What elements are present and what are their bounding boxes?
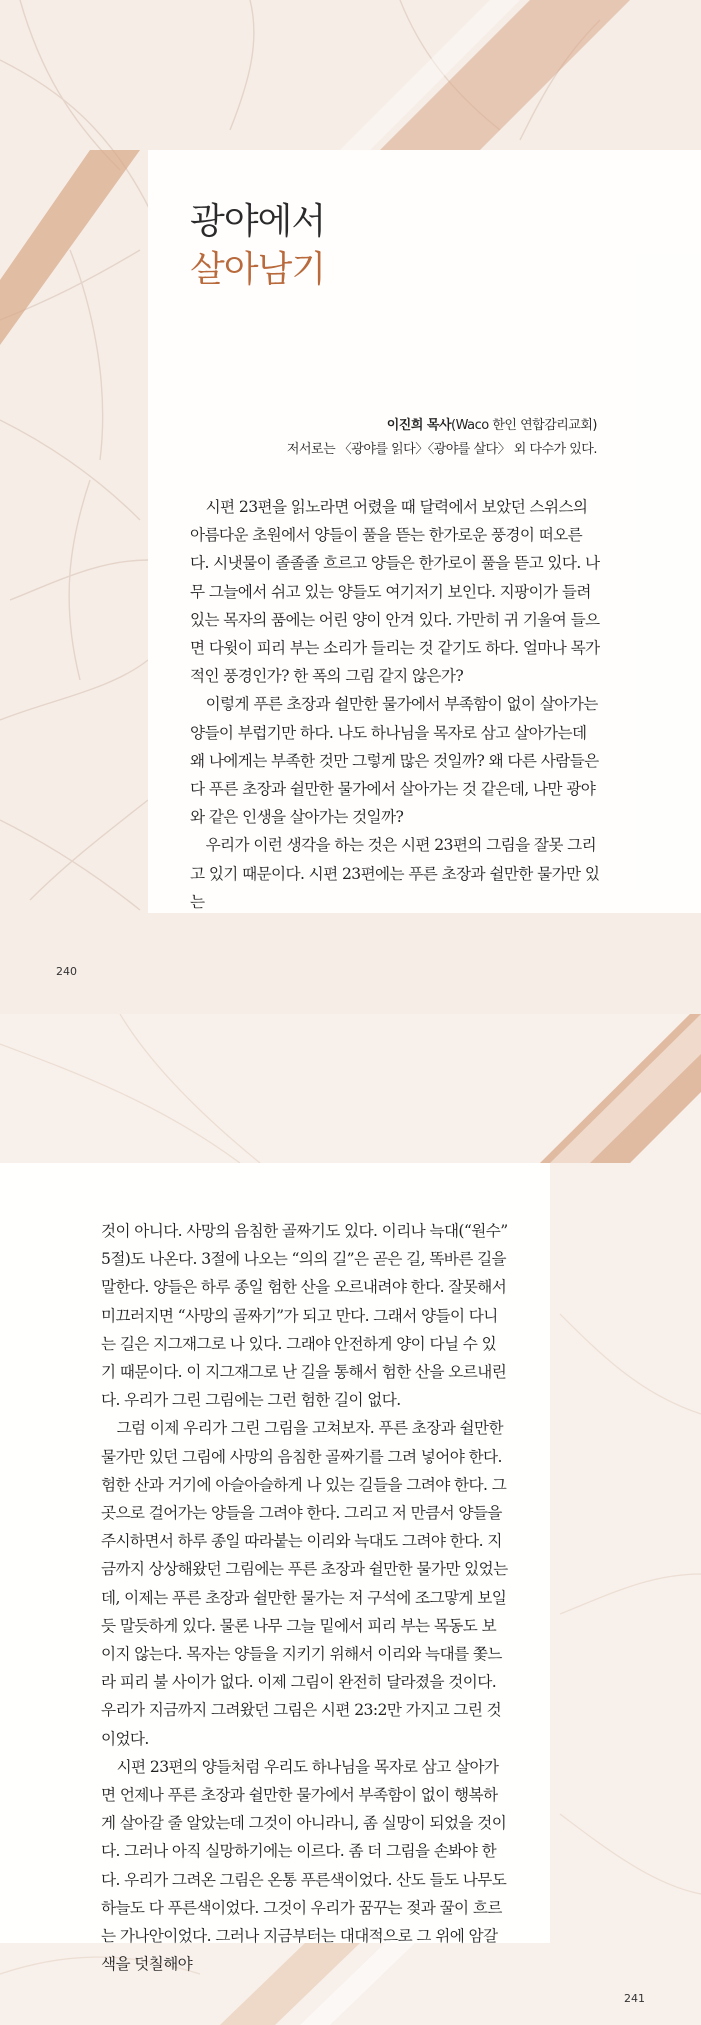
title-line-1: 광야에서: [190, 201, 326, 242]
author-affiliation: (Waco 한인 연합감리교회): [451, 418, 597, 433]
article-body-right: [101, 1217, 509, 1978]
accent-stripe-left: [0, 150, 140, 345]
paragraph: 시편 23편을 읽노라면 어렸을 때 달력에서 보았던 스위스의 아름다운 초원에서 양들이 풀을 뜯는 한가로운 풍경이 떠오른다. 시냇물이 졸졸졸 흐르고 양들은 한가로이 풀을 뜯고 있다. 나무 그늘에서 쉬고 있는 양들도 여기저기 보인다. 지팡이가 들려있는 목자의 품에는 어린 양이 안겨 있다. 가만히 귀 기울여 들으면 다윗이 피리 부는 소리가 들리는 것 같기도 하다. 얼마나 목가적인 풍경인가? 한 폭의 그림 같지 않은가?: [190, 498, 600, 686]
page-number-right: 241: [624, 1992, 645, 2005]
paragraph: 시편 23편의 양들처럼 우리도 하나님을 목자로 삼고 살아가면 언제나 푸른 초장과 쉴만한 물가에서 부족함이 없이 행복하게 살아갈 줄 알았는데 그것이 아니라니, 좀 실망이 되었을 것이다. 그러나 아직 실망하기에는 이르다. 좀 더 그림을 손봐야 한다. 우리가 그려온 그림은 온통 푸른색이었다. 산도 들도 나무도 하늘도 다 푸른색이었다. 그것이 우리가 꿈꾸는 젖과 꿀이 흐르는 가나안이었다. 그러나 지금부터는 대대적으로 그 위에 암갈색을 덧칠해야: [101, 1757, 507, 1974]
accent-stripe-right: [540, 1014, 701, 1163]
paragraph: 우리가 이런 생각을 하는 것은 시편 23편의 그림을 잘못 그리고 있기 때문이다. 시편 23편에는 푸른 초장과 쉴만한 물가만 있는: [190, 836, 600, 911]
article-body-left: [190, 493, 600, 916]
article-title: [190, 198, 325, 294]
author-books: 저서로는 〈광야를 읽다〉〈광야를 살다〉 외 다수가 있다.: [286, 442, 597, 457]
paragraph: 이렇게 푸른 초장과 쉴만한 물가에서 부족함이 없이 살아가는 양들이 부럽기만 하다. 나도 하나님을 목자로 삼고 살아가는데 왜 나에게는 부족한 것만 그렇게 많은 것일까? 왜 다른 사람들은 다 푸른 초장과 쉴만한 물가에서 살아가는 것 같은데, 나만 광야와 같은 인생을 살아가는 것일까?: [190, 695, 599, 827]
author-line: [287, 414, 597, 438]
author-info: [287, 414, 597, 462]
paragraph: 그럼 이제 우리가 그린 그림을 고쳐보자. 푸른 초장과 쉴만한 물가만 있던 그림에 사망의 음침한 골짜기를 그려 넣어야 한다. 험한 산과 거기에 아슬아슬하게 나 있는 길들을 그려야 한다. 그곳으로 걸어가는 양들을 그려야 한다. 그리고 저 만큼서 양들을 주시하면서 하루 종일 따라붙는 이리와 늑대도 그려야 한다. 지금까지 상상해왔던 그림에는 푸른 초장과 쉴만한 물가만 있었는데, 이제는 푸른 초장과 쉴만한 물가는 저 구석에 조그맣게 보일듯 말듯하게 있다. 물론 나무 그늘 밑에서 피리 부는 목동도 보이지 않는다. 목자는 양들을 지키기 위해서 이리와 늑대를 쫓느라 피리 불 사이가 없다. 이제 그림이 완전히 달라졌을 것이다. 우리가 지금까지 그려왔던 그림은 시편 23:2만 가지고 그린 것이었다.: [101, 1419, 508, 1748]
author-name: 이진희 목사: [386, 418, 452, 433]
right-page: [0, 1014, 701, 2025]
page-number-left: 240: [56, 965, 77, 978]
title-line-2: 살아남기: [190, 249, 326, 290]
paragraph: 것이 아니다. 사망의 음침한 골짜기도 있다. 이리나 늑대(“원수” 5절)도 나온다. 3절에 나오는 “의의 길”은 곧은 길, 똑바른 길을 말한다. 양들은 하루 종일 험한 산을 오르내려야 한다. 잘못해서 미끄러지면 “사망의 골짜기”가 되고 만다. 그래서 양들이 다니는 길은 지그재그로 나 있다. 그래야 안전하게 양이 다닐 수 있기 때문이다. 이 지그재그로 난 길을 통해서 험한 산을 오르내린다. 우리가 그린 그림에는 그런 험한 길이 없다.: [101, 1222, 508, 1410]
